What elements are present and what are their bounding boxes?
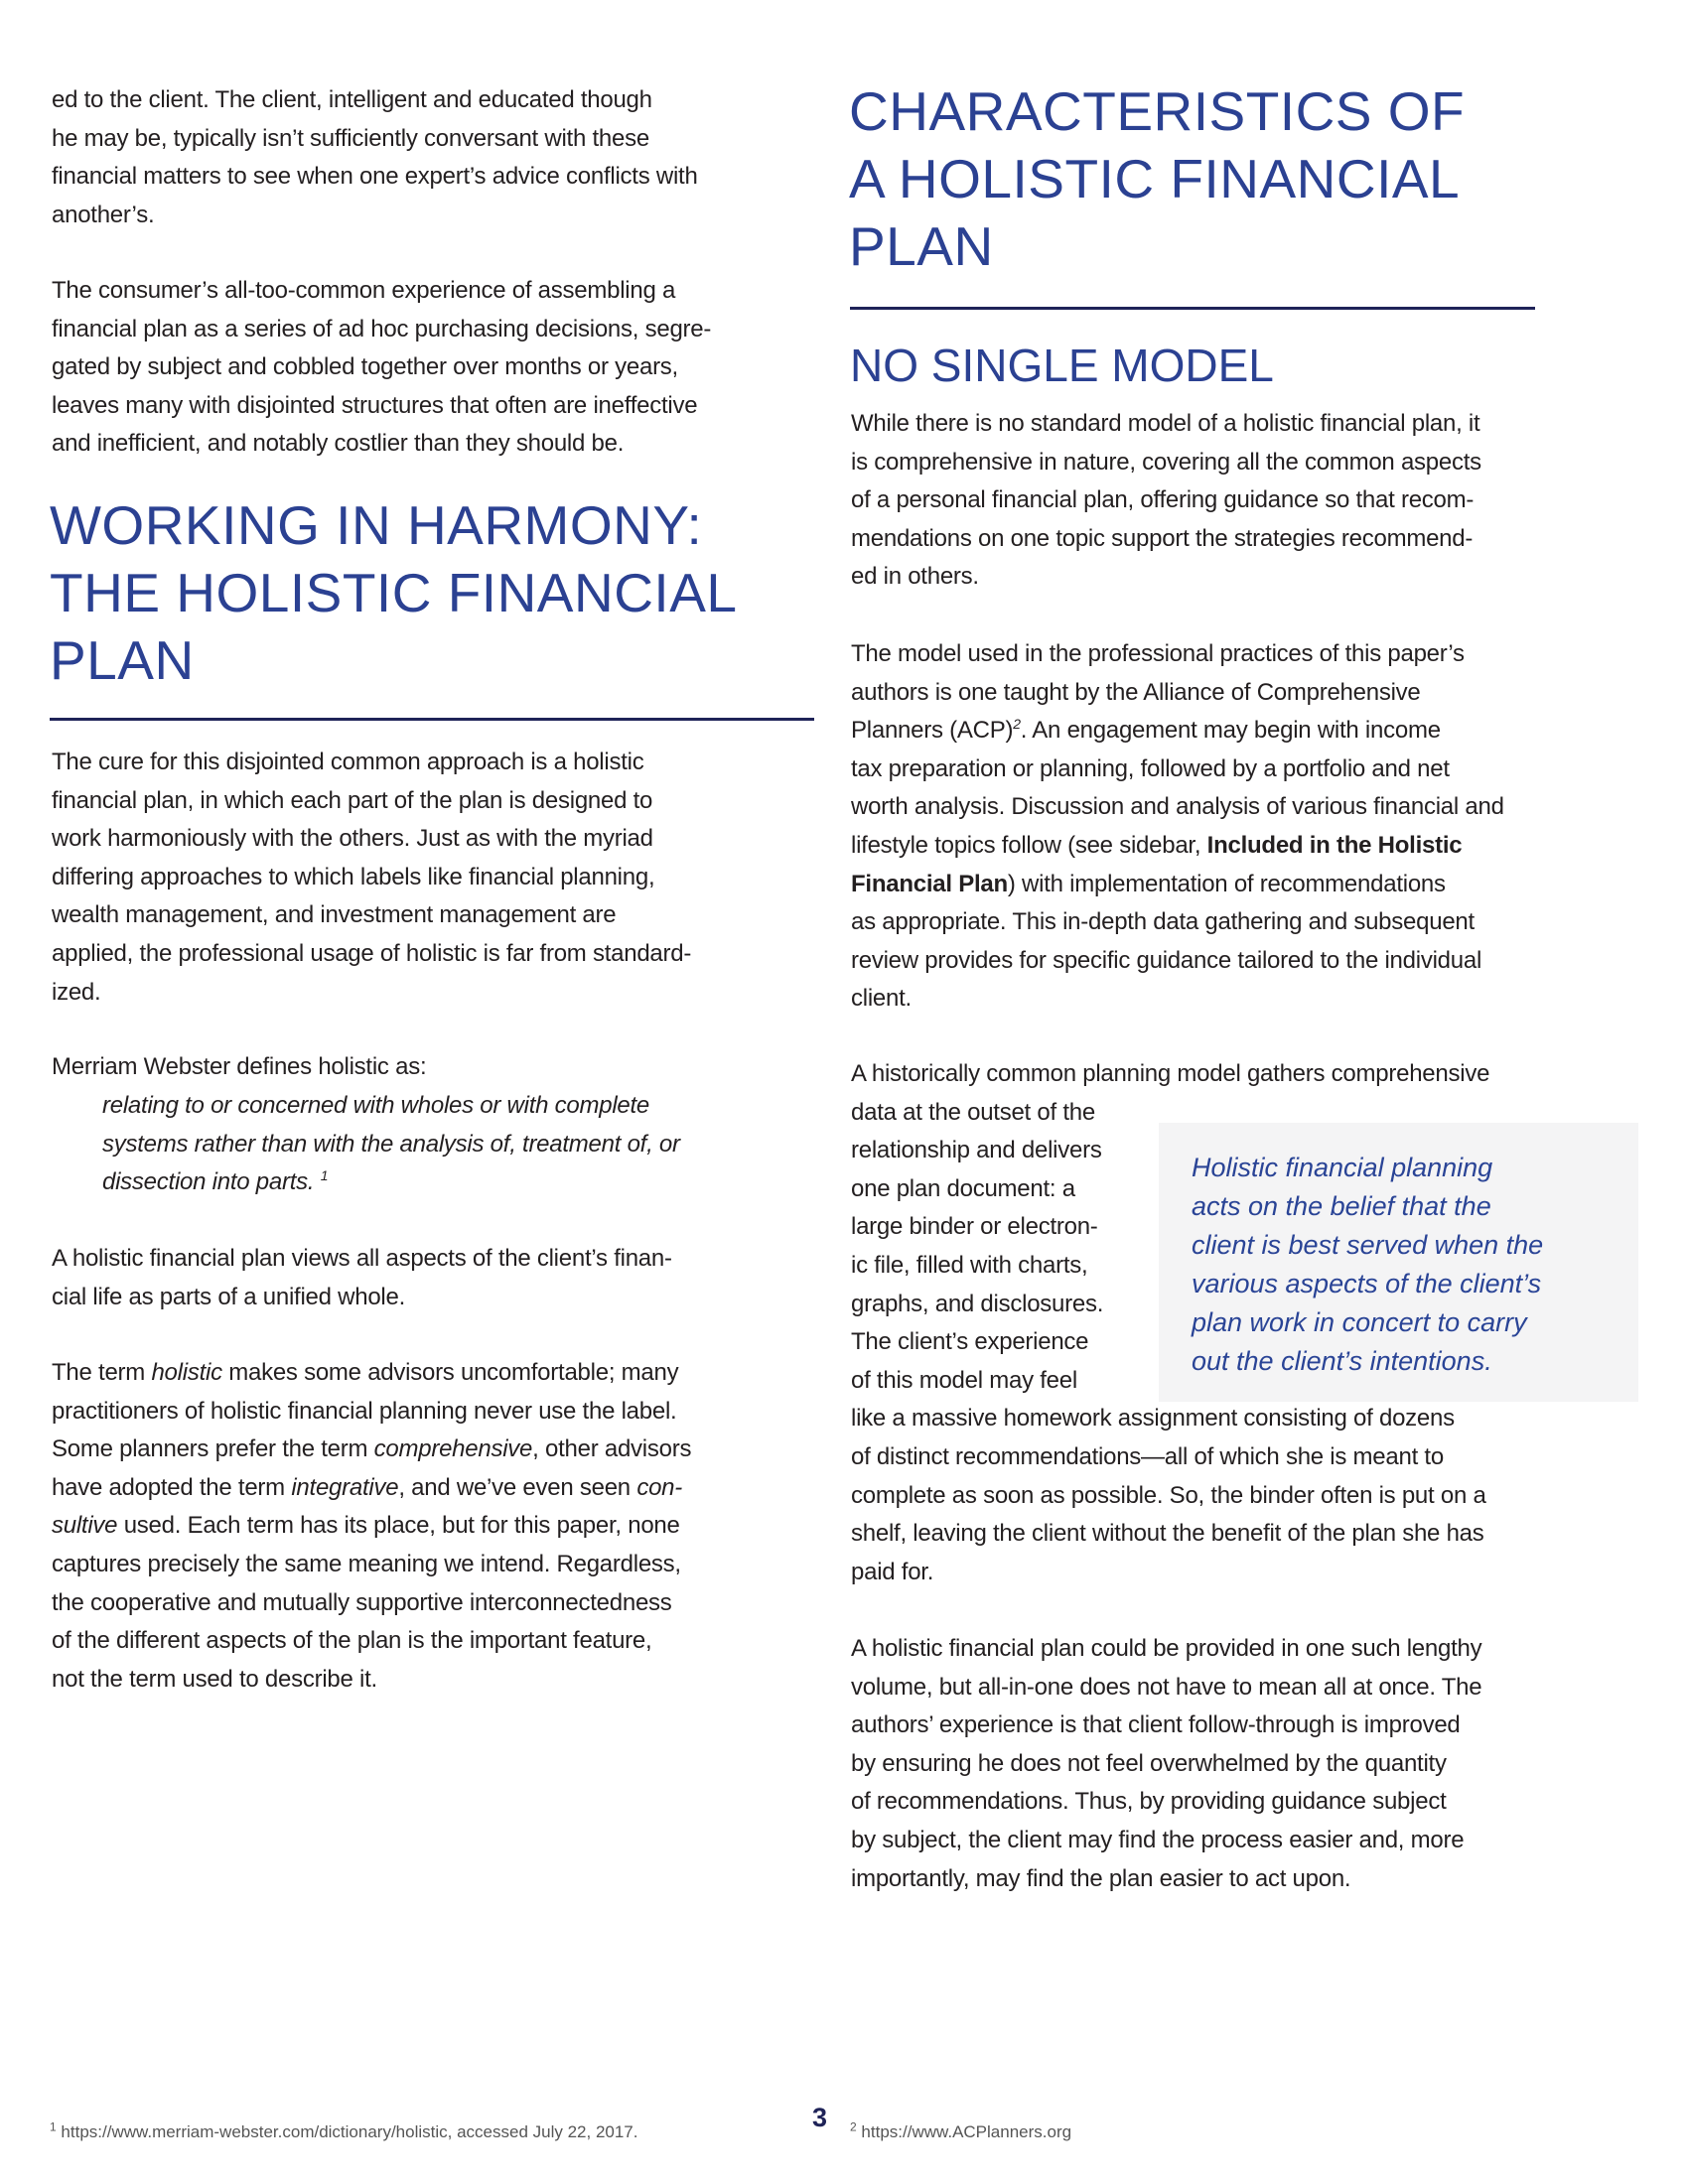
- pull-quote-text: [1192, 1149, 1543, 1381]
- heading-characteristics: [849, 77, 1465, 280]
- text-segment: lifestyle topics follow (see sidebar,: [851, 831, 1207, 859]
- text-line: tax preparation or planning, followed by a portfolio and net: [851, 754, 1450, 782]
- text-segment: , and we’ve even seen: [398, 1473, 637, 1501]
- text-line: While there is no standard model of a holistic financial plan, it: [851, 410, 1480, 437]
- text-line: leaves many with disjointed structures that often are ineffective: [52, 391, 698, 419]
- text-line: PLAN: [50, 629, 195, 691]
- footnote-2: [850, 2119, 1072, 2142]
- text-line: systems rather than with the analysis of, treatment of, or: [102, 1130, 680, 1158]
- text-line: authors is one taught by the Alliance of Comprehensive: [851, 678, 1421, 706]
- pull-quote-box: [1159, 1123, 1638, 1402]
- text-line: A holistic financial plan views all aspects of the client’s finan-: [52, 1245, 672, 1272]
- text-line: acts on the belief that the: [1192, 1191, 1491, 1221]
- text-line: [102, 1163, 680, 1202]
- text-line: ic file, filled with charts,: [851, 1251, 1088, 1279]
- text-line: [851, 866, 1504, 904]
- paragraph-unified-whole: [52, 1240, 672, 1316]
- text-line: large binder or electron-: [851, 1213, 1098, 1241]
- paragraph-acp-model: [851, 635, 1504, 1019]
- heading-rule: [850, 307, 1535, 310]
- text-line: Merriam Webster defines holistic as:: [52, 1053, 427, 1080]
- paragraph-no-standard-model: [851, 405, 1481, 597]
- text-line: The client’s experience: [851, 1328, 1089, 1356]
- text-line: cial life as parts of a unified whole.: [52, 1283, 406, 1310]
- text-line: PLAN: [849, 215, 994, 277]
- text-segment: ) with implementation of recommendations: [1007, 870, 1446, 897]
- text-line: he may be, typically isn’t sufficiently conversant with these: [52, 124, 649, 152]
- text-line: graphs, and disclosures.: [851, 1290, 1104, 1317]
- paragraph-intro-continued: [52, 81, 698, 234]
- text-segment: comprehensive: [373, 1435, 533, 1463]
- text-line: authors’ experience is that client follow-through is improved: [851, 1711, 1461, 1739]
- heading-working-in-harmony: [50, 491, 737, 694]
- text-segment: Planners (ACP): [851, 717, 1014, 745]
- footnote-ref: 1: [320, 1167, 329, 1184]
- text-line: wealth management, and investment management are: [52, 901, 617, 929]
- text-line: gated by subject and cobbled together over months or years,: [52, 353, 678, 381]
- text-segment: . An engagement may begin with income: [1020, 717, 1441, 745]
- text-line: financial matters to see when one expert’s advice conflicts with: [52, 163, 698, 191]
- text-line: client.: [851, 985, 912, 1013]
- text-line: worth analysis. Discussion and analysis of various financial and: [851, 793, 1504, 821]
- text-line: applied, the professional usage of holistic is far from standard-: [52, 939, 692, 967]
- text-segment: , other advisors: [532, 1435, 692, 1463]
- text-line: shelf, leaving the client without the benefit of the plan she has: [851, 1520, 1484, 1548]
- text-line: WORKING IN HARMONY:: [50, 494, 703, 556]
- text-line: ized.: [52, 978, 101, 1006]
- text-line: by ensuring he does not feel overwhelmed by the quantity: [851, 1749, 1447, 1777]
- text-line: client is best served when the: [1192, 1230, 1544, 1260]
- text-segment: dissection into parts.: [102, 1168, 321, 1196]
- text-line: The model used in the professional practices of this paper’s: [851, 640, 1465, 667]
- heading-rule: [50, 718, 814, 721]
- text-line: and inefficient, and notably costlier than they should be.: [52, 430, 625, 458]
- text-segment: Some planners prefer the term: [52, 1435, 374, 1463]
- text-line: of this model may feel: [851, 1366, 1077, 1394]
- text-line: like a massive homework assignment consisting of dozens: [851, 1405, 1455, 1433]
- text-line: of a personal financial plan, offering guidance so that recom-: [851, 486, 1475, 514]
- text-line: [851, 712, 1504, 751]
- text-segment: holistic: [151, 1359, 222, 1386]
- text-line: by subject, the client may find the process easier and, more: [851, 1826, 1465, 1853]
- text-segment: sultive: [52, 1512, 118, 1540]
- subheading-no-single-model: [850, 338, 1274, 393]
- text-line: differing approaches to which labels like financial planning,: [52, 863, 655, 890]
- text-line: the cooperative and mutually supportive interconnectedness: [52, 1588, 672, 1616]
- text-line: CHARACTERISTICS OF: [849, 80, 1466, 142]
- text-segment: Financial Plan: [851, 870, 1008, 897]
- text-line: practitioners of holistic financial planning never use the label.: [52, 1397, 677, 1425]
- text-line: data at the outset of the: [851, 1098, 1095, 1126]
- text-line: [851, 827, 1504, 866]
- paragraph-cure: [52, 744, 691, 1012]
- paragraph-consumer-experience: [52, 272, 711, 464]
- text-line: complete as soon as possible. So, the binder often is put on a: [851, 1481, 1486, 1509]
- paragraph-definition-intro: [52, 1048, 426, 1087]
- text-line: volume, but all-in-one does not have to mean all at once. The: [851, 1673, 1482, 1701]
- text-line: relating to or concerned with wholes or with complete: [102, 1092, 650, 1119]
- text-segment: Included in the Holistic: [1206, 831, 1463, 859]
- text-segment: integrative: [291, 1473, 399, 1501]
- text-line: not the term used to describe it.: [52, 1665, 377, 1693]
- text-line: ed in others.: [851, 563, 979, 591]
- paragraph-term-holistic: [52, 1354, 691, 1699]
- footnote-ref: 2: [1013, 716, 1021, 733]
- footnote-2-mark: 2: [850, 2119, 857, 2134]
- text-segment: used. Each term has its place, but for this paper, none: [117, 1512, 680, 1540]
- text-line: mendations on one topic support the strategies recommend-: [851, 524, 1474, 552]
- text-line: of the different aspects of the plan is the important feature,: [52, 1627, 652, 1655]
- text-line: financial plan, in which each part of the plan is designed to: [52, 786, 653, 814]
- text-segment: have adopted the term: [52, 1473, 292, 1501]
- text-line: A HOLISTIC FINANCIAL: [849, 148, 1461, 209]
- text-line: [52, 1469, 691, 1508]
- text-line: [52, 1507, 691, 1546]
- text-line: The cure for this disjointed common approach is a holistic: [52, 749, 644, 775]
- text-segment: con-: [636, 1473, 683, 1501]
- text-line: work harmoniously with the others. Just as with the myriad: [52, 825, 653, 853]
- text-line: paid for.: [851, 1558, 934, 1585]
- text-line: importantly, may find the plan easier to act upon.: [851, 1864, 1351, 1892]
- definition-quote: [52, 1087, 680, 1202]
- text-line: relationship and delivers: [851, 1137, 1102, 1164]
- text-line: review provides for specific guidance tailored to the individual: [851, 946, 1482, 974]
- paragraph-all-in-one: [851, 1630, 1481, 1898]
- text-line: is comprehensive in nature, covering all the common aspects: [851, 448, 1481, 476]
- text-line: another’s.: [52, 201, 155, 228]
- text-segment: makes some advisors uncomfortable; many: [221, 1359, 679, 1386]
- footnote-2-text: https://www.ACPlanners.org: [861, 2122, 1072, 2141]
- text-line: financial plan as a series of ad hoc purchasing decisions, segre-: [52, 315, 712, 342]
- text-line: THE HOLISTIC FINANCIAL: [50, 562, 738, 623]
- footnote-1-text: https://www.merriam-webster.com/dictionary/holistic, accessed July 22, 2017.: [61, 2122, 638, 2141]
- footnote-1-mark: 1: [50, 2119, 57, 2134]
- page-number: 3: [812, 2103, 828, 2132]
- text-line: [52, 1354, 691, 1393]
- text-line: various aspects of the client’s: [1192, 1269, 1542, 1298]
- text-line: as appropriate. This in-depth data gathering and subsequent: [851, 908, 1475, 936]
- text-line: out the client’s intentions.: [1192, 1346, 1492, 1376]
- text-line: A holistic financial plan could be provided in one such lengthy: [851, 1635, 1482, 1662]
- footnote-1: [50, 2119, 638, 2142]
- text-line: [52, 1431, 691, 1469]
- text-line: captures precisely the same meaning we intend. Regardless,: [52, 1550, 681, 1577]
- text-line: The consumer’s all-too-common experience of assembling a: [52, 277, 676, 304]
- text-line: plan work in concert to carry: [1192, 1307, 1527, 1337]
- text-segment: The term: [52, 1359, 152, 1386]
- text-line: NO SINGLE MODEL: [850, 340, 1274, 391]
- text-line: ed to the client. The client, intelligent and educated though: [52, 86, 652, 113]
- text-line: Holistic financial planning: [1192, 1153, 1493, 1182]
- text-line: of distinct recommendations—all of which she is meant to: [851, 1442, 1444, 1470]
- text-line: of recommendations. Thus, by providing guidance subject: [851, 1788, 1447, 1816]
- text-line: one plan document: a: [851, 1174, 1075, 1202]
- text-line: A historically common planning model gathers comprehensive: [851, 1060, 1490, 1087]
